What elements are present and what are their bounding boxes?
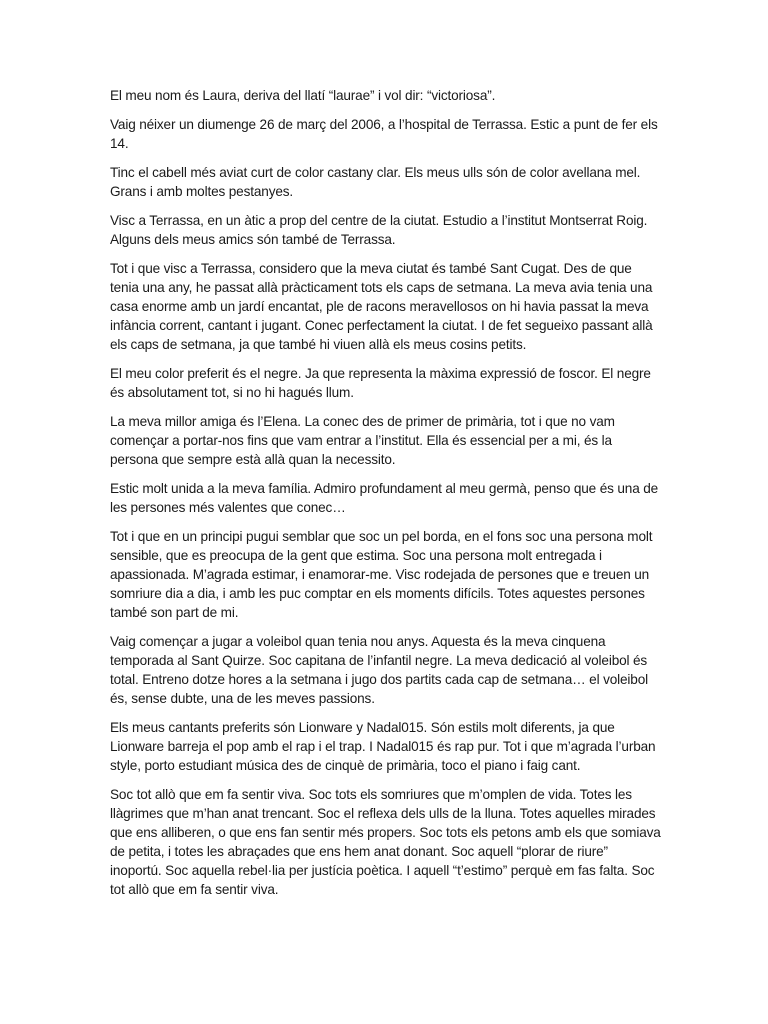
paragraph-volleyball: Vaig començar a jugar a voleibol quan tenia nou anys. Aquesta és la meva cinquena temporada al Sant Quirze. Soc capitana de l’infantil negre. La meva dedicació al voleibol és total. Entreno dotze hores a la setmana i jugo dos partits cada cap de setmana… el voleibol és, sense dubte, una de les meves passions. xyxy=(110,634,648,706)
paragraph-closing: Soc tot allò que em fa sentir viva. Soc tots els somriures que m’omplen de vida. Totes les llàgrimes que m’han anat trencant. Soc el reflexa dels ulls de la lluna. Totes aquelles mirades que ens alliberen, o que ens fan sentir més propers. Soc tots els petons amb els que somiava de petita, i totes les abraçades que ens hem anat donant. Soc aquell “plorar de riure” inoportú. Soc aquella rebel·lia per justícia poètica. I aquell “t’estimo” perquè em fas falta. Soc tot allò que em fa sentir viva. xyxy=(110,787,661,897)
paragraph-sant-cugat: Tot i que visc a Terrassa, considero que la meva ciutat és també Sant Cugat. Des de que tenia una any, he passat allà pràcticament tots els caps de setmana. La meva avia tenia una casa enorme amb un jardí encantat, ple de racons meravellosos on hi havia passat la meva infància corrent, cantant i jugant. Conec perfectament la ciutat. I de fet segueixo passant allà els caps de setmana, ja que també hi viuen allà els meus cosins petits. xyxy=(110,261,653,352)
paragraph-appearance: Tinc el cabell més aviat curt de color castany clar. Els meus ulls són de color avellana mel. Grans i amb moltes pestanyes. xyxy=(110,165,641,199)
paragraph-home: Visc a Terrassa, en un àtic a prop del centre de la ciutat. Estudio a l’institut Montserrat Roig. Alguns dels meus amics són també de Terrassa. xyxy=(110,213,648,247)
paragraph-favorite-color: El meu color preferit és el negre. Ja que representa la màxima expressió de foscor. El negre és absolutament tot, si no hi hagués llum. xyxy=(110,366,651,400)
document-page xyxy=(110,86,662,909)
paragraph-best-friend: La meva millor amiga és l’Elena. La conec des de primer de primària, tot i que no vam començar a portar-nos fins que vam entrar a l’institut. Ella és essencial per a mi, és la persona que sempre està allà quan la necessito. xyxy=(110,414,615,467)
paragraph-family: Estic molt unida a la meva família. Admiro profundament al meu germà, penso que és una de les persones més valentes que conec… xyxy=(110,481,659,515)
paragraph-name: El meu nom és Laura, deriva del llatí “laurae” i vol dir: “victoriosa”. xyxy=(110,88,496,103)
paragraph-birth: Vaig néixer un diumenge 26 de març del 2006, a l’hospital de Terrassa. Estic a punt de fer els 14. xyxy=(110,117,658,151)
paragraph-music: Els meus cantants preferits són Lionware y Nadal015. Són estils molt diferents, ja que Lionware barreja el pop amb el rap i el trap. I Nadal015 és rap pur. Tot i que m’agrada l’urban style, porto estudiant música des de cinquè de primària, toco el piano i faig cant. xyxy=(110,720,656,773)
paragraph-personality: Tot i que en un principi pugui semblar que soc un pel borda, en el fons soc una persona molt sensible, que es preocupa de la gent que estima. Soc una persona molt entregada i apassionada. M’agrada estimar, i enamorar-me. Visc rodejada de persones que e treuen un somriure dia a dia, i amb les puc comptar en els moments difícils. Totes aquestes persones també son part de mi. xyxy=(110,529,653,620)
